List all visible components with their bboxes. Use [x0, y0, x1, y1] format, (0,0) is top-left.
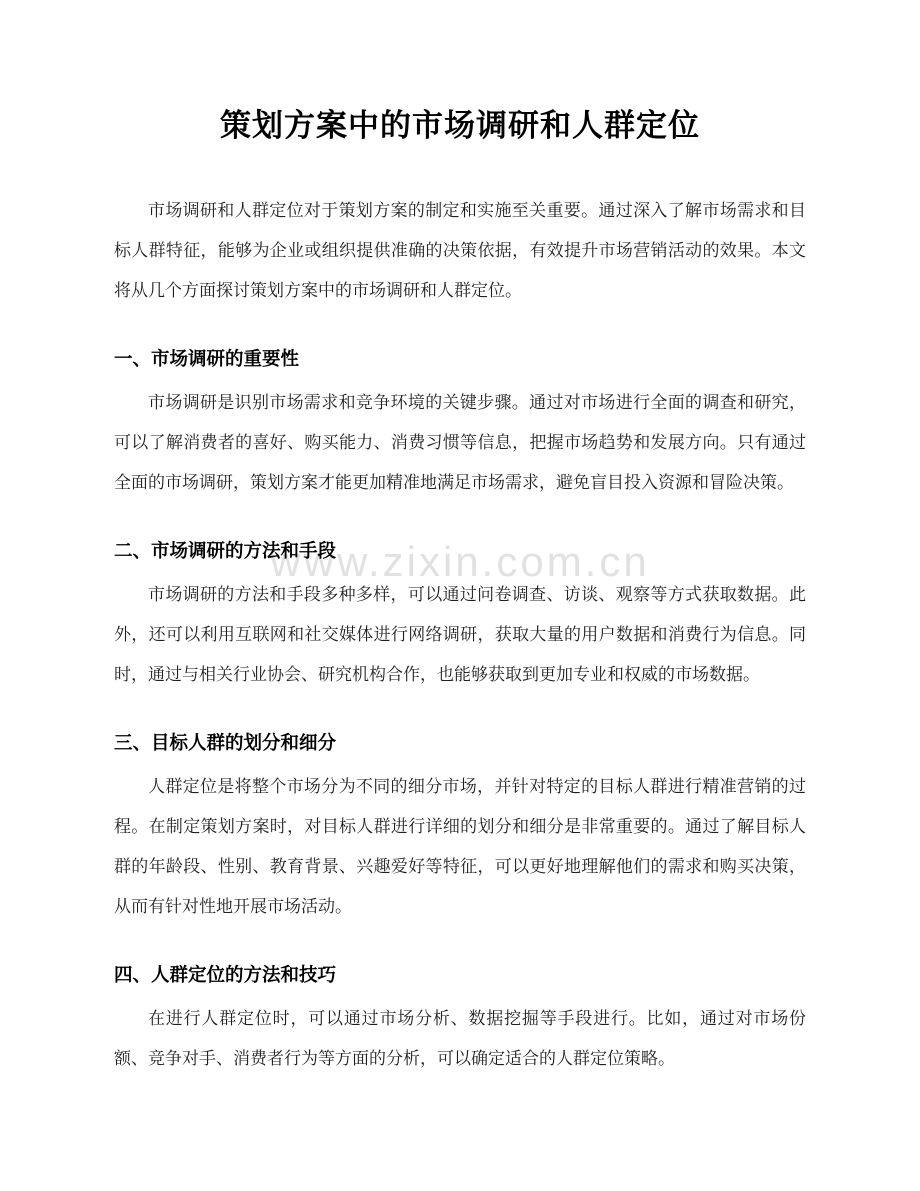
section-body-1: 市场调研是识别市场需求和竞争环境的关键步骤。通过对市场进行全面的调查和研究，可以了解消费者的喜好、购买能力、消费习惯等信息，把握市场趋势和发展方向。只有通过全面的市场调研，策划方案才能更加精准地满足市场需求，避免盲目投入资源和冒险决策。 — [114, 393, 806, 492]
watermark-text: www.zixin.com.cn — [270, 538, 650, 585]
section-heading-2: 二、市场调研的方法和手段 — [114, 540, 337, 561]
section-body-4: 在进行人群定位时，可以通过市场分析、数据挖掘等手段进行。比如，通过对市场份额、竞争对手、消费者行为等方面的分析，可以确定适合的人群定位策略。 — [114, 1009, 806, 1068]
section-body-2: 市场调研的方法和手段多种多样，可以通过问卷调查、访谈、观察等方式获取数据。此外，还可以利用互联网和社交媒体进行网络调研，获取大量的用户数据和消费行为信息。同时，通过与相关行业协会、研究机构合作，也能够获取到更加专业和权威的市场数据。 — [114, 585, 806, 684]
section-heading-1: 一、市场调研的重要性 — [114, 348, 300, 369]
document-title: 策划方案中的市场调研和人群定位 — [220, 108, 700, 143]
section-heading-4: 四、人群定位的方法和技巧 — [114, 964, 337, 985]
intro-paragraph: 市场调研和人群定位对于策划方案的制定和实施至关重要。通过深入了解市场需求和目标人群特征，能够为企业或组织提供准确的决策依据，有效提升市场营销活动的效果。本文将从几个方面探讨策划方案中的市场调研和人群定位。 — [114, 201, 806, 300]
section-body-3: 人群定位是将整个市场分为不同的细分市场，并针对特定的目标人群进行精准营销的过程。在制定策划方案时，对目标人群进行详细的划分和细分是非常重要的。通过了解目标人群的年龄段、性别、教育背景、兴趣爱好等特征，可以更好地理解他们的需求和购买决策，从而有针对性地开展市场活动。 — [114, 777, 806, 916]
section-heading-3: 三、目标人群的划分和细分 — [114, 732, 337, 753]
